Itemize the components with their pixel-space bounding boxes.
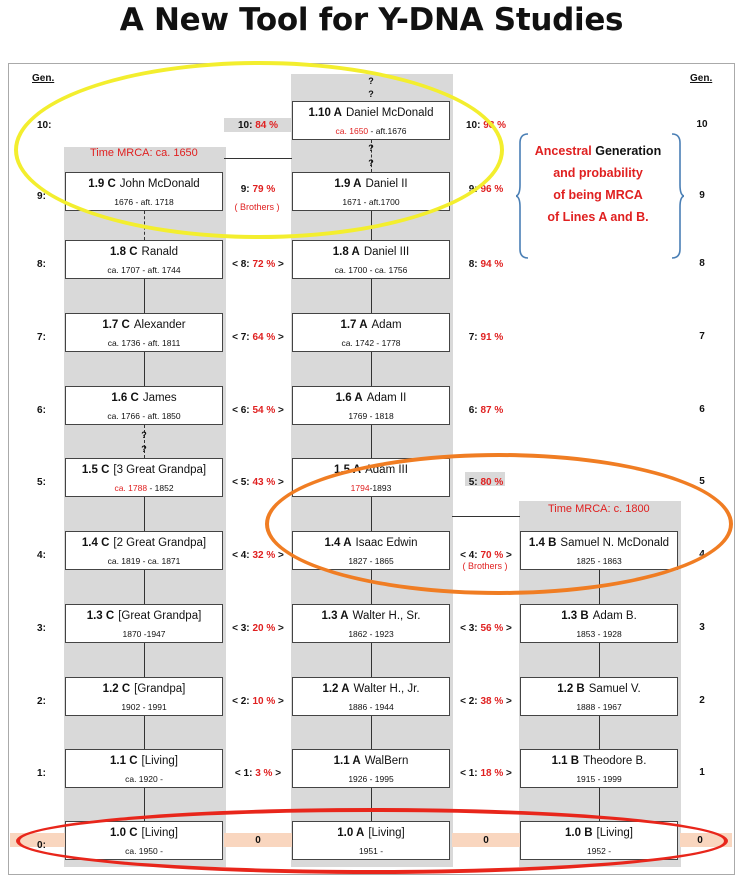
probability-prob_ab (450, 405, 522, 416)
person-name: [3 Great Grandpa] (113, 464, 207, 476)
person-box-1-3-a (292, 604, 450, 643)
probability-prob_ab (450, 259, 522, 270)
person-name-line (521, 755, 677, 767)
prob-post: > (275, 550, 284, 561)
person-name: James (142, 392, 177, 404)
probability-prob_ca (222, 332, 294, 343)
mrca-time-ab: Time MRCA: c. 1800 (548, 503, 650, 515)
person-dates (521, 702, 677, 712)
connector-line (371, 643, 372, 677)
prob-gen: 3: (468, 623, 478, 634)
person-name-line (66, 392, 222, 404)
prob-pct: 3 % (255, 768, 273, 779)
prob-pct: 56 % (480, 623, 504, 634)
person-name: Daniel McDonald (345, 107, 434, 119)
prob-gen: 2: (468, 696, 478, 707)
person-dates (293, 265, 449, 275)
person-id: 1.5 A (334, 464, 362, 476)
person-name-line (293, 392, 449, 404)
annotation-line3: of being MRCA (553, 188, 643, 202)
gen-label-right: 7 (699, 331, 705, 342)
prob-gen: 5: (240, 477, 250, 488)
gen-number: 9 (37, 191, 43, 202)
person-name-line (293, 610, 449, 622)
prob-post: > (275, 332, 284, 343)
prob-pct: 94 % (480, 259, 504, 270)
gen-label-left: 6: (37, 405, 46, 416)
connector-line (144, 279, 145, 313)
person-id: 1.7 A (340, 319, 368, 331)
person-dates (66, 411, 222, 421)
prob-pct: 10 % (252, 696, 276, 707)
person-dates-text: 1769 - 1818 (348, 411, 394, 421)
person-box-1-1-c (65, 749, 223, 788)
prob-pre: < (232, 332, 241, 343)
mrca-time-ca: Time MRCA: ca. 1650 (90, 147, 198, 159)
gen-number: 3 (37, 623, 43, 634)
prob-pct: 64 % (252, 332, 276, 343)
prob-post: > (503, 623, 512, 634)
prob-gen: 10: (465, 120, 481, 131)
person-name-line (66, 683, 222, 695)
prob-post: > (503, 696, 512, 707)
unknown-ancestor-mark: ? (368, 89, 374, 99)
person-name: Walter H., Sr. (352, 610, 421, 622)
person-box-1-6-c (65, 386, 223, 425)
prob-gen: 4: (240, 550, 250, 561)
red-highlight-ellipse (16, 808, 728, 874)
person-name: Daniel III (363, 246, 410, 258)
person-id: 1.8 C (110, 246, 138, 258)
person-box-1-6-a (292, 386, 450, 425)
prob-gen: 5: (468, 477, 478, 488)
annotation-line2: and probability (553, 166, 643, 180)
person-id: 1.6 C (111, 392, 139, 404)
connector-line (371, 279, 372, 313)
person-box-1-7-a (292, 313, 450, 352)
person-name-line (66, 246, 222, 258)
person-name: Ranald (141, 246, 178, 258)
person-name: Adam III (365, 464, 408, 476)
person-name: Adam II (366, 392, 407, 404)
prob-pre: < (460, 768, 469, 779)
person-box-1-2-b (520, 677, 678, 716)
person-name: [Living] (368, 827, 405, 839)
gen-label-left: 1: (37, 768, 46, 779)
person-dates-text: 1926 - 1995 (348, 774, 394, 784)
probability-prob_ca (222, 768, 294, 779)
person-box-1-7-c (65, 313, 223, 352)
gen-label-left: 2: (37, 696, 46, 707)
prob-pre: < (232, 477, 241, 488)
person-name: Adam (371, 319, 402, 331)
gen-label-right: 9 (699, 190, 705, 201)
person-dates-estimated: ca. 1650 (335, 126, 369, 136)
person-dates-text: 1862 - 1923 (348, 629, 394, 639)
person-dates-text: -1893 (369, 483, 392, 493)
person-id: 1.9 A (334, 178, 362, 190)
person-dates-text: - 1852 (147, 483, 174, 493)
person-dates-text: ca. 1707 - aft. 1744 (107, 265, 181, 275)
gen-number: 5 (37, 477, 43, 488)
person-name-line (293, 246, 449, 258)
prob-gen: 8: (240, 259, 250, 270)
unknown-ancestor-mark: ? (368, 76, 374, 86)
gen-number: 6 (37, 405, 43, 416)
person-name-line (521, 683, 677, 695)
person-box-1-2-a (292, 677, 450, 716)
prob-gen: 7: (240, 332, 250, 343)
gen-number: 2 (37, 696, 43, 707)
person-dates (521, 774, 677, 784)
person-dates-estimated: ca. 1788 (114, 483, 148, 493)
probability-prob_ab (450, 332, 522, 343)
prob-pre: < (232, 623, 241, 634)
gen-number: 4 (37, 550, 43, 561)
prob-pct: 38 % (480, 696, 504, 707)
annotation (528, 140, 668, 228)
person-dates-text: 1951 - (358, 846, 384, 856)
person-id: 1.1 C (110, 755, 138, 767)
person-dates-text: 1902 - 1991 (121, 702, 167, 712)
person-name-line (293, 319, 449, 331)
gen-label-left: 4: (37, 550, 46, 561)
person-dates (66, 702, 222, 712)
person-name-line (66, 464, 222, 476)
person-dates-text: 1827 - 1865 (348, 556, 394, 566)
probability-prob_ab (450, 696, 522, 707)
person-dates-text: ca. 1766 - aft. 1850 (107, 411, 181, 421)
prob-post: > (275, 259, 284, 270)
prob-pct: 72 % (252, 259, 276, 270)
person-dates-text: 1825 - 1863 (576, 556, 622, 566)
person-name: [Grandpa] (134, 683, 186, 695)
person-id: 1.3 C (86, 610, 115, 622)
person-dates-text: - aft.1676 (368, 126, 407, 136)
prob-gen: 6: (240, 405, 250, 416)
person-dates (66, 556, 222, 566)
annotation-line4: of Lines A and B. (547, 210, 649, 224)
page-title: A New Tool for Y-DNA Studies (119, 2, 624, 38)
gen-label-right: 10 (696, 119, 708, 130)
prob-pct: 98 % (483, 120, 507, 131)
prob-pct: 80 % (480, 477, 504, 488)
person-dates-text: 1952 - (586, 846, 612, 856)
person-dates-text: ca. 1736 - aft. 1811 (107, 338, 181, 348)
person-name: Alexander (133, 319, 186, 331)
unknown-ancestor-mark: ? (141, 444, 147, 454)
person-dates (521, 629, 677, 639)
prob-pct: 32 % (252, 550, 276, 561)
gen-label-right: 4 (699, 549, 705, 560)
probability-prob_ca (222, 696, 294, 707)
prob-gen: 8: (468, 259, 478, 270)
person-dates (66, 265, 222, 275)
person-name: Walter H., Jr. (353, 683, 420, 695)
prob-post: > (275, 696, 284, 707)
person-name: Adam B. (592, 610, 637, 622)
prob-post: > (503, 768, 512, 779)
probability-prob_ab (450, 768, 522, 779)
person-name: Isaac Edwin (355, 537, 418, 549)
person-name: Samuel V. (588, 683, 641, 695)
person-name: [Living] (596, 827, 633, 839)
connector-line (371, 352, 372, 386)
prob-pre: < (232, 259, 241, 270)
person-id: 1.0 C (110, 827, 138, 839)
gen-header-right: Gen. (690, 73, 713, 84)
person-name: John McDonald (119, 178, 200, 190)
person-dates-text: ca. 1742 - 1778 (341, 338, 401, 348)
gen-label-right: 6 (699, 404, 705, 415)
person-name-line (293, 755, 449, 767)
person-name: [2 Great Grandpa] (113, 537, 207, 549)
prob-post: > (275, 405, 284, 416)
gen-label-left: 7: (37, 332, 46, 343)
prob-gen: 3: (240, 623, 250, 634)
gen-label-left: 8: (37, 259, 46, 270)
prob-gen: 9: (468, 184, 478, 195)
person-box-1-2-c (65, 677, 223, 716)
prob-pct: 96 % (480, 184, 504, 195)
gen-number: 8 (37, 259, 43, 270)
zero-ab: 0 (483, 835, 489, 846)
brothers-note-ca: ( Brothers ) (234, 202, 280, 212)
connector-line (599, 643, 600, 677)
gen-label-left: 9: (37, 191, 46, 202)
person-id: 1.4 A (324, 537, 352, 549)
annotation-ancestral: Ancestral (534, 144, 592, 158)
unknown-ancestor-mark: ? (141, 430, 147, 440)
brothers-note-ab: ( Brothers ) (462, 561, 508, 571)
prob-gen: 4: (468, 550, 478, 561)
prob-pre: < (234, 768, 244, 779)
person-name-line (521, 610, 677, 622)
prob-pct: 43 % (252, 477, 276, 488)
gen-label-right: 2 (699, 695, 705, 706)
person-id: 1.7 C (102, 319, 130, 331)
person-name-line (293, 683, 449, 695)
person-dates-text: 1676 - aft. 1718 (114, 197, 174, 207)
gen-number: 10 (37, 120, 49, 131)
person-id: 1.1 B (551, 755, 580, 767)
person-id: 1.5 C (81, 464, 110, 476)
person-dates (293, 702, 449, 712)
prob-pct: 91 % (480, 332, 504, 343)
unknown-ancestor-mark: ? (368, 143, 374, 153)
person-id: 1.8 A (332, 246, 360, 258)
person-dates (66, 338, 222, 348)
person-id: 1.2 C (102, 683, 131, 695)
connector-line (599, 716, 600, 749)
gen-label-right: 5 (699, 476, 705, 487)
prob-gen: 2: (240, 696, 250, 707)
prob-pct: 20 % (252, 623, 276, 634)
person-name-line (66, 755, 222, 767)
prob-pct: 84 % (255, 120, 279, 131)
person-dates-text: 1888 - 1967 (576, 702, 622, 712)
prob-gen: 1: (468, 768, 478, 779)
prob-pre: < (460, 550, 469, 561)
probability-prob_ca (222, 259, 294, 270)
prob-post: > (275, 477, 284, 488)
prob-gen: 6: (468, 405, 478, 416)
person-box-1-4-c (65, 531, 223, 570)
connector-line (144, 570, 145, 604)
prob-pct: 18 % (480, 768, 504, 779)
person-id: 1.3 A (321, 610, 349, 622)
person-name-line (66, 610, 222, 622)
prob-pct: 87 % (480, 405, 504, 416)
zero-ca: 0 (255, 835, 261, 846)
person-id: 1.10 A (308, 107, 342, 119)
orange-highlight-ellipse (265, 453, 733, 595)
person-box-1-8-a (292, 240, 450, 279)
person-id: 1.0 B (565, 827, 593, 839)
person-name: WalBern (364, 755, 409, 767)
gen-label-left: 5: (37, 477, 46, 488)
gen-label-left: 10: (37, 120, 52, 131)
person-dates (293, 411, 449, 421)
person-dates-text: 1915 - 1999 (576, 774, 622, 784)
person-dates-text: ca. 1920 - (125, 774, 163, 784)
person-dates-text: 1886 - 1944 (348, 702, 394, 712)
person-name: [Living] (141, 755, 178, 767)
connector-line (371, 716, 372, 749)
gen-label-right: 1 (699, 767, 705, 778)
person-id: 1.9 C (88, 178, 116, 190)
probability-prob_ca (222, 623, 294, 634)
prob-gen: 10: (237, 120, 253, 131)
person-id: 1.3 B (561, 610, 589, 622)
person-box-1-5-c (65, 458, 223, 497)
person-id: 1.2 B (557, 683, 585, 695)
person-id: 1.1 A (333, 755, 361, 767)
person-box-1-1-a (292, 749, 450, 788)
prob-post: > (503, 550, 512, 561)
person-name: Samuel N. McDonald (560, 537, 670, 549)
person-name: [Living] (141, 827, 178, 839)
probability-prob_ca (222, 405, 294, 416)
zero-right: 0 (697, 835, 703, 846)
person-id: 1.4 B (528, 537, 557, 549)
gen-label-left: 3: (37, 623, 46, 634)
person-dates (293, 774, 449, 784)
person-dates-text: ca. 1819 - ca. 1871 (107, 556, 181, 566)
person-name: Daniel II (365, 178, 408, 190)
prob-gen: 7: (468, 332, 478, 343)
gen-header-left: Gen. (32, 73, 55, 84)
person-dates-text: ca. 1950 - (125, 846, 163, 856)
brace-right (670, 133, 684, 259)
person-name: Theodore B. (583, 755, 647, 767)
person-id: 1.0 A (337, 827, 365, 839)
person-dates (66, 483, 222, 493)
person-box-1-3-b (520, 604, 678, 643)
prob-pre: < (232, 405, 241, 416)
prob-pre: < (232, 550, 241, 561)
probability-prob_ab (450, 623, 522, 634)
connector-line (144, 643, 145, 677)
gen-number: 7 (37, 332, 43, 343)
probability-prob_ca (222, 477, 294, 488)
person-box-1-3-c (65, 604, 223, 643)
prob-post: > (275, 623, 284, 634)
person-dates-text: 1671 - aft.1700 (342, 197, 400, 207)
gen-number: 0 (37, 840, 43, 851)
connector-line (144, 716, 145, 749)
prob-pct: 70 % (480, 550, 504, 561)
prob-pre: < (460, 623, 469, 634)
person-dates (293, 629, 449, 639)
gen-label-right: 8 (699, 258, 705, 269)
person-box-1-1-b (520, 749, 678, 788)
gen-number: 1 (37, 768, 43, 779)
person-dates (66, 774, 222, 784)
person-name: [Great Grandpa] (118, 610, 202, 622)
prob-gen: 1: (243, 768, 253, 779)
prob-post: > (272, 768, 282, 779)
connector-line (144, 352, 145, 386)
person-name-line (66, 319, 222, 331)
person-id: 1.6 A (335, 392, 363, 404)
person-id: 1.4 C (81, 537, 110, 549)
gen-label-left: 0: (37, 840, 46, 851)
connector-line (144, 497, 145, 531)
unknown-ancestor-mark: ? (368, 158, 374, 168)
prob-pct: 54 % (252, 405, 276, 416)
person-dates (66, 629, 222, 639)
prob-pre: < (460, 696, 469, 707)
yellow-highlight-ellipse (14, 61, 507, 239)
connector-line (371, 425, 372, 458)
person-dates (293, 338, 449, 348)
prob-pct: 79 % (252, 184, 276, 195)
prob-pre: < (232, 696, 241, 707)
person-dates-text: 1870 -1947 (122, 629, 166, 639)
person-dates-text: ca. 1700 - ca. 1756 (334, 265, 408, 275)
gen-label-right: 3 (699, 622, 705, 633)
person-name-line (66, 537, 222, 549)
person-dates-estimated: 1794 (350, 483, 370, 493)
person-box-1-8-c (65, 240, 223, 279)
annotation-generation: Generation (591, 144, 662, 158)
person-id: 1.2 A (322, 683, 350, 695)
person-dates-text: 1853 - 1928 (576, 629, 622, 639)
prob-gen: 9: (240, 184, 250, 195)
